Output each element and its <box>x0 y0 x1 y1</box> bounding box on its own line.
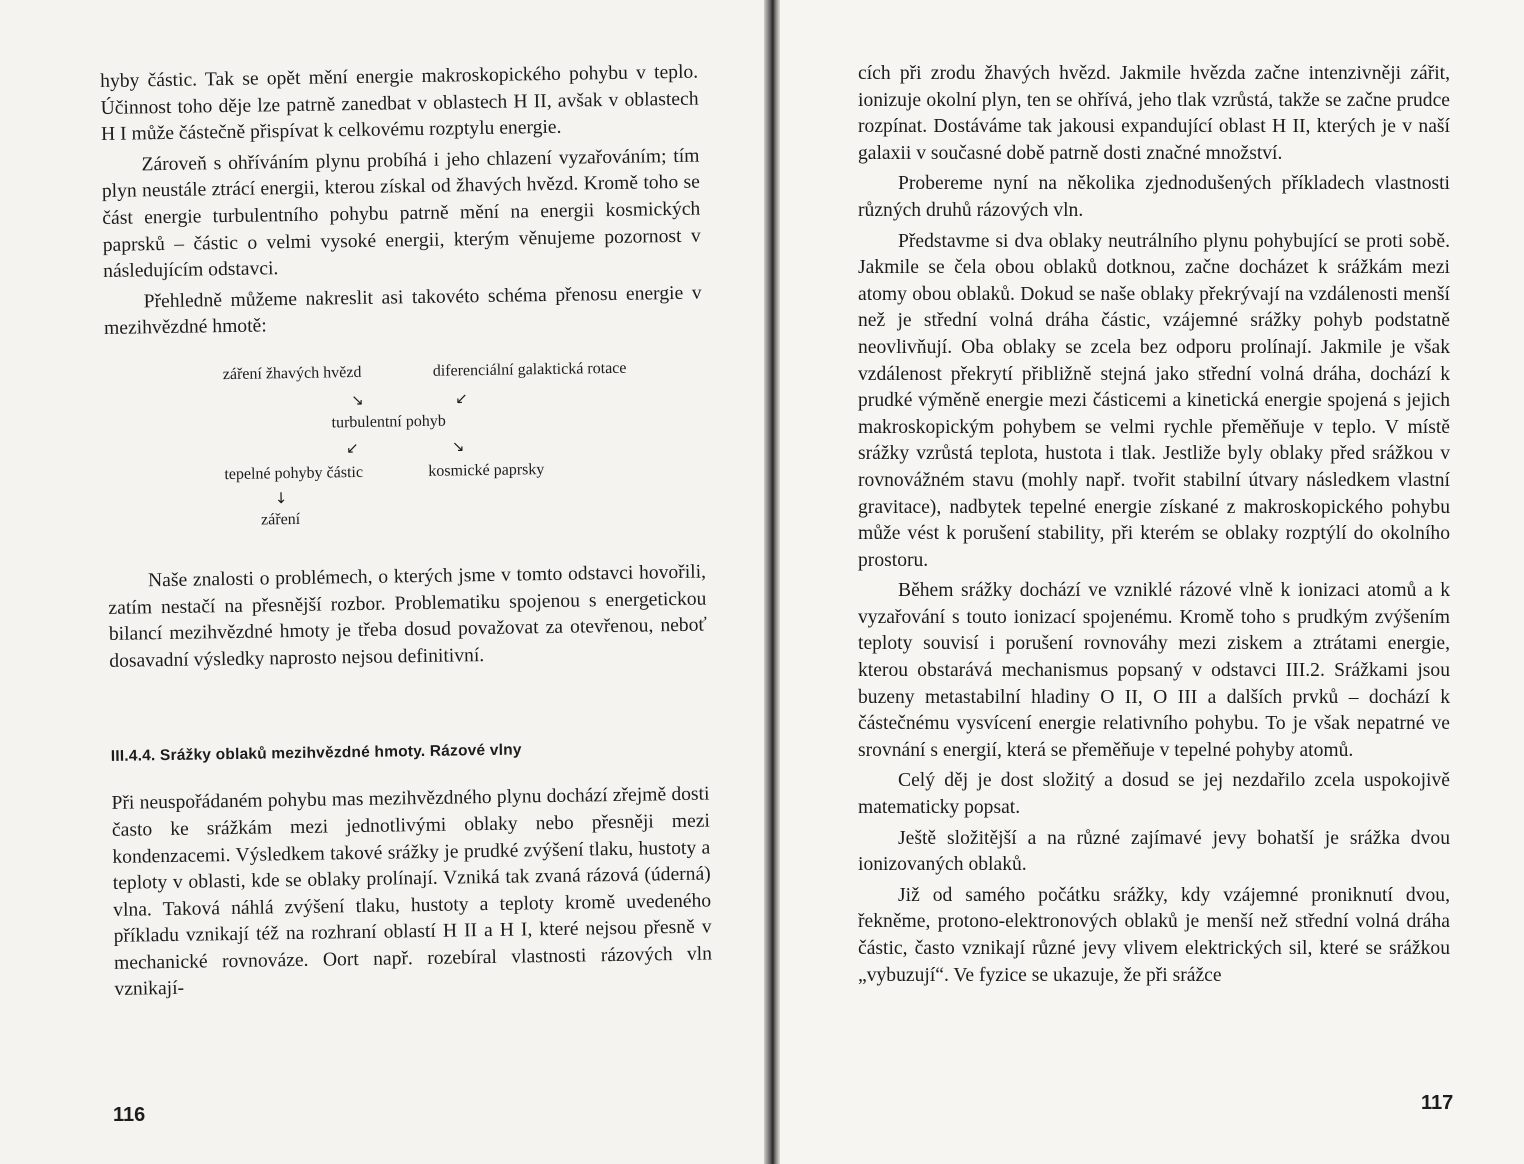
paragraph: Během srážky dochází ve vzniklé rázové vlně k ionizaci atomů a k vyzařování s touto ionizací spojenému. Kromě toho s prudkým zvýšením teploty souvisí i porušení rovnováhy mezi ziskem a ztrátami energie, kterou obstarává mechanismus popsaný v odstavci III.2. Srážkami jsou buzeny metastabilní hladiny O II, O III a dalších prvků – dochází k částečnému vysvícení energie relativního pohybu. To je však nepatrné ve srovnání s energií, která se přeměňuje v tepelné pohyby atomů. <box>858 580 1450 761</box>
scheme-node-radiation: záření <box>260 510 301 529</box>
paragraph: Probereme nyní na několika zjednodušených příkladech vlastnosti různých druhů rázových vln. <box>858 173 1450 221</box>
energy-transfer-scheme <box>105 348 706 569</box>
book-gutter <box>764 0 780 1164</box>
paragraph: Ještě složitější a na různé zajímavé jevy bohatší je srážka dvou ionizovaných oblaků. <box>858 827 1450 876</box>
scheme-node-stellar-radiation: záření žhavých hvězd <box>222 363 362 384</box>
paragraph: Přehledně můžeme nakreslit asi takovéto schéma přenosu energie v mezihvězdné hmotě: <box>103 282 702 340</box>
arrow-down-right-icon: ↘ <box>451 437 465 456</box>
paragraph: Naše znalosti o problémech, o kterých jsme v tomto odstavci hovořili, zatím nestačí na přesnější rozbor. Problematiku spojenou s energetickou bilancí mezihvězdné hmoty je třeba dosud považovat za otevřenou, neboť dosavadní výsledky naprosto nejsou definitivní. <box>108 561 707 672</box>
paragraph: cích při zrodu žhavých hvězd. Jakmile hvězda začne intenzivněji zářit, ionizuje okolní plyn, ten se ohřívá, jeho tlak vzrůstá, takže se začne prudce rozpínat. Dostáváme tak jakousi expandující oblast H II, kterých je v naší galaxii v současné době patrně dosti značné množství. <box>858 63 1450 164</box>
arrow-down-left-icon: ↙ <box>345 438 359 458</box>
arrow-down-icon: ↓ <box>274 489 288 508</box>
left-page-text-column <box>100 60 713 1004</box>
paragraph: Celý děj je dost složitý a dosud se jej nezdařilo zcela uspokojivě matematicky popsat. <box>858 770 1450 819</box>
paragraph: Zároveň s ohříváním plynu probíhá i jeho chlazení vyzařováním; tím plyn neustále ztrácí energii, kterou získal od žhavých hvězd. Kromě toho se část energie turbulentního pohybu patrně mění na energii kosmických paprsků – částic o velmi vysoké energii, kterým věnujeme pozornost v následujícím odstavci. <box>101 145 701 283</box>
paragraph: Již od samého počátku srážky, kdy vzájemné proniknutí dvou, řekněme, protono-elektronových oblaků je menší než střední volná dráha částic, často vznikají různé jevy vlivem elektrických sil, které se srážkou „vybuzují“. Ve fyzice se ukazuje, že při srážce <box>858 884 1450 986</box>
page-number: 117 <box>1421 1092 1454 1114</box>
section-heading: III.4.4. Srážky oblaků mezihvězdné hmoty. Rázové vlny <box>110 741 522 766</box>
scheme-node-galactic-rotation: diferenciální galaktická rotace <box>432 359 627 380</box>
arrow-down-left-icon: ↙ <box>455 389 468 408</box>
page-number: 116 <box>113 1104 146 1126</box>
scheme-node-turbulent-motion: turbulentní pohyb <box>331 412 446 432</box>
scheme-node-thermal-motion: tepelné pohyby částic <box>224 463 364 484</box>
arrow-down-right-icon: ↘ <box>351 390 364 410</box>
scheme-node-cosmic-rays: kosmické paprsky <box>428 461 545 480</box>
paragraph: Představme si dva oblaky neutrálního plynu pohybující se proti sobě. Jakmile se čela obou oblaků dotknou, začne docházet k srážkám mezi atomy obou oblaků. Dokud se naše oblaky překrývají na vzdálenosti menší než je střední volná dráha částic, vzájemné srážky pohyb podstatně neovlivňují. Oba oblaky se zcela bez odporu prolínají. Jakmile je však vzdálenost překrytí přibližně stejná jako střední volná dráha, dochází k prudké výměně energie mezi částicemi a kinetická energie spojená s jejich makroskopickým pohybem se velmi rychle přeměňuje v teplo. V místě srážky vzrůstá teplota, hustota i tlak. Jestliže byly oblaky před srážkou v rovnovážném stavu (mohly např. tvořit stabilní útvary následkem vlastní gravitace), nadbytek tepelné energie získané z makroskopického pohybu může vést k porušení stability, při kterém se oblaky rozptýlí do okolního prostoru. <box>858 230 1450 571</box>
right-page-text-column <box>858 61 1450 989</box>
paragraph: hyby částic. Tak se opět mění energie makroskopického pohybu v teplo. Účinnost toho děje lze patrně zanedbat v oblastech H II, avšak v oblastech H I může částečně přispívat k celkovému rozptylu energie. <box>100 61 699 146</box>
paragraph: Při neuspořádaném pohybu mas mezihvězdného plynu dochází zřejmě dosti často ke srážkám mezi jednotlivými oblaky nebo přesněji mezi kondenzacemi. Výsledkem takové srážky je prudké zvýšení tlaku, hustoty a teploty v oblasti, kde se oblaky prolínají. Vzniká tak zvaná rázová (úderná) vlna. Taková náhlá zvýšení tlaku, hustoty a teploty kromě uvedeného příkladu vznikají též na rozhraní oblastí H II a H I, které nejsou přesně v mechanické rovnováze. Oort např. rozebíral vlastnosti rázových vln vznikají- <box>111 783 713 1001</box>
right-page <box>780 0 1524 1164</box>
